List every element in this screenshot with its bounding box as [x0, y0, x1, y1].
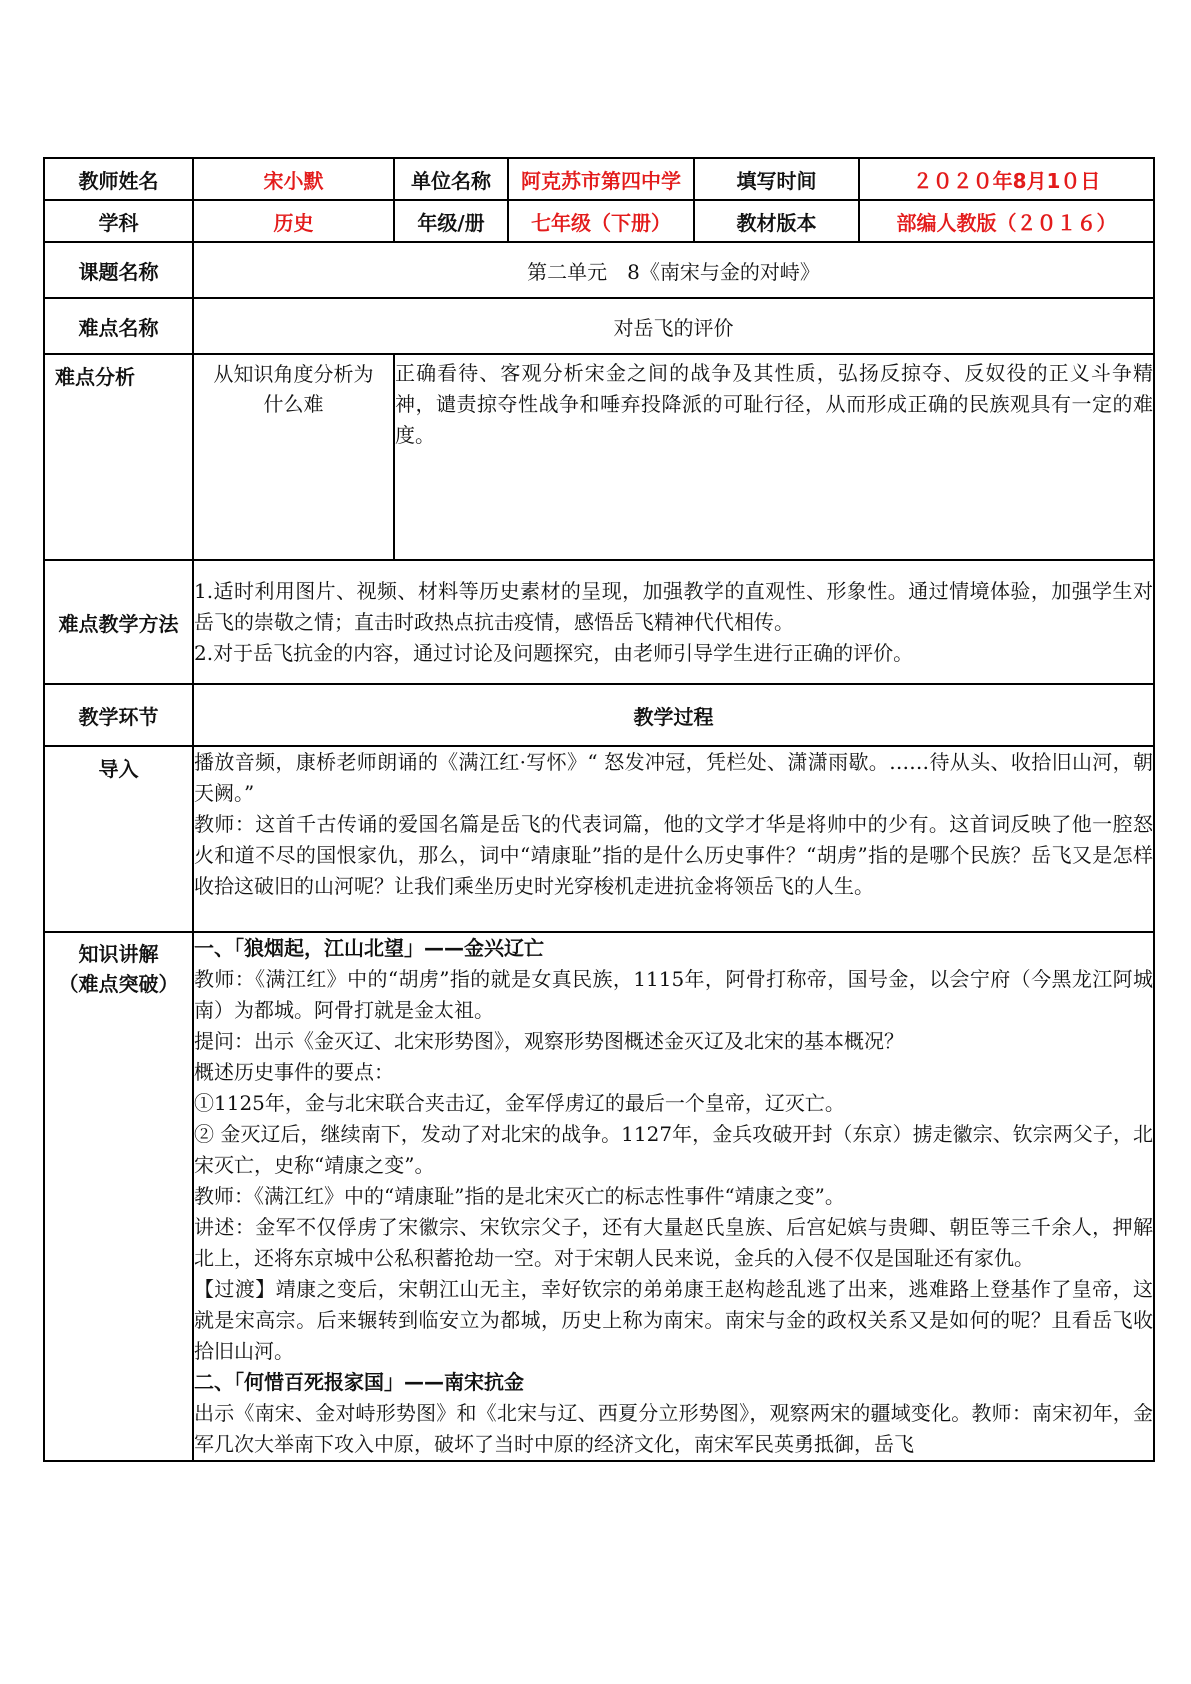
knowledge-label-line-2: （难点突破）: [58, 972, 179, 996]
knowledge-paragraph-2: 提问：出示《金灭辽、北宋形势图》，观察形势图概述金灭辽及北宋的基本概况？: [194, 1029, 904, 1053]
unit-label: 单位名称: [394, 158, 508, 200]
difficulty-value: 对岳飞的评价: [193, 298, 1154, 354]
stage-header: 教学环节: [44, 684, 193, 746]
date-value: ２０２０年8月1０日: [859, 158, 1154, 200]
date-label: 填写时间: [694, 158, 859, 200]
intro-paragraph-1: 播放音频，康桥老师朗诵的《满江红·写怀》“ 怒发冲冠，凭栏处、潇潇雨歇。……待从头、收拾旧山河，朝天阙。”: [194, 750, 1153, 805]
method-label: 难点教学方法: [44, 560, 193, 684]
knowledge-row: [44, 932, 1154, 1461]
process-header: 教学过程: [193, 684, 1154, 746]
lesson-plan-table: [43, 157, 1155, 1462]
knowledge-paragraph-6: 教师：《满江红》中的“靖康耻”指的是北宋灭亡的标志性事件“靖康之变”。: [194, 1184, 845, 1208]
unit-value: 阿克苏市第四中学: [508, 158, 694, 200]
intro-paragraph-2: 教师：这首千古传诵的爱国名篇是岳飞的代表词篇，他的文学才华是将帅中的少有。这首词反映了他一腔怒火和道不尽的国恨家仇，那么，词中“靖康耻”指的是什么历史事件？“胡虏”指的是哪个民族？岳飞又是怎样收拾这破旧的山河呢？让我们乘坐历史时光穿梭机走进抗金将领岳飞的人生。: [194, 812, 1153, 898]
analysis-row: [44, 354, 1154, 560]
subject-value: 历史: [193, 200, 394, 242]
topic-label: 课题名称: [44, 242, 193, 298]
intro-label: 导入: [44, 746, 193, 932]
header-row-1: [44, 158, 1154, 200]
intro-text: [193, 746, 1154, 932]
section-heading-2: 二、「何惜百死报家国」——南宋抗金: [194, 1370, 524, 1394]
method-text: [193, 560, 1154, 684]
process-header-row: [44, 684, 1154, 746]
analysis-sub-label: 从知识角度分析为什么难: [193, 354, 394, 560]
knowledge-text: [193, 932, 1154, 1461]
grade-label: 年级/册: [394, 200, 508, 242]
subject-label: 学科: [44, 200, 193, 242]
intro-row: [44, 746, 1154, 932]
header-row-2: [44, 200, 1154, 242]
knowledge-paragraph-8: 【过渡】靖康之变后，宋朝江山无主，幸好钦宗的弟弟康王赵构趁乱逃了出来，逃难路上登基作了皇帝，这就是宋高宗。后来辗转到临安立为都城，历史上称为南宋。南宋与金的政权关系又是如何的呢？且看岳飞收拾旧山河。: [194, 1277, 1153, 1363]
method-row: [44, 560, 1154, 684]
difficulty-row: [44, 298, 1154, 354]
section-heading-1: 一、「狼烟起，江山北望」——金兴辽亡: [194, 936, 544, 960]
topic-value: 第二单元 8《南宋与金的对峙》: [193, 242, 1154, 298]
method-paragraph-1: 1.适时利用图片、视频、材料等历史素材的呈现，加强教学的直观性、形象性。通过情境体验，加强学生对岳飞的崇敬之情；直击时政热点抗击疫情，感悟岳飞精神代代相传。: [194, 578, 1153, 634]
topic-row: [44, 242, 1154, 298]
analysis-text: 正确看待、客观分析宋金之间的战争及其性质，弘扬反掠夺、反奴役的正义斗争精神，谴责掠夺性战争和唾弃投降派的可耻行径，从而形成正确的民族观具有一定的难度。: [394, 354, 1154, 560]
analysis-label: 难点分析: [44, 354, 193, 560]
knowledge-label: [44, 932, 193, 1461]
edition-value: 部编人教版（２０１６）: [859, 200, 1154, 242]
knowledge-paragraph-1: 教师：《满江红》中的“胡虏”指的就是女真民族，1115年，阿骨打称帝，国号金，以会宁府（今黑龙江阿城南）为都城。阿骨打就是金太祖。: [194, 967, 1153, 1022]
teacher-value: 宋小默: [193, 158, 394, 200]
method-paragraph-2: 2.对于岳飞抗金的内容，通过讨论及问题探究，由老师引导学生进行正确的评价。: [194, 640, 914, 665]
lesson-plan-page: [43, 157, 1153, 1462]
grade-value: 七年级（下册）: [508, 200, 694, 242]
edition-label: 教材版本: [694, 200, 859, 242]
knowledge-paragraph-4: ①1125年，金与北宋联合夹击辽，金军俘虏辽的最后一个皇帝，辽灭亡。: [194, 1091, 845, 1115]
knowledge-paragraph-5: ② 金灭辽后，继续南下，发动了对北宋的战争。1127年，金兵攻破开封（东京）掳走徽宗、钦宗两父子，北宋灭亡，史称“靖康之变”。: [194, 1122, 1153, 1177]
difficulty-label: 难点名称: [44, 298, 193, 354]
knowledge-label-line-1: 知识讲解: [78, 942, 159, 966]
knowledge-paragraph-7: 讲述：金军不仅俘虏了宋徽宗、宋钦宗父子，还有大量赵氏皇族、后宫妃嫔与贵卿、朝臣等三千余人，押解北上，还将东京城中公私积蓄抢劫一空。对于宋朝人民来说，金兵的入侵不仅是国耻还有家仇。: [194, 1215, 1153, 1270]
teacher-label: 教师姓名: [44, 158, 193, 200]
knowledge-paragraph-3: 概述历史事件的要点：: [194, 1060, 394, 1084]
knowledge-paragraph-9: 出示《南宋、金对峙形势图》和《北宋与辽、西夏分立形势图》，观察两宋的疆域变化。教师：南宋初年，金军几次大举南下攻入中原，破坏了当时中原的经济文化，南宋军民英勇抵御，岳飞: [194, 1401, 1153, 1456]
